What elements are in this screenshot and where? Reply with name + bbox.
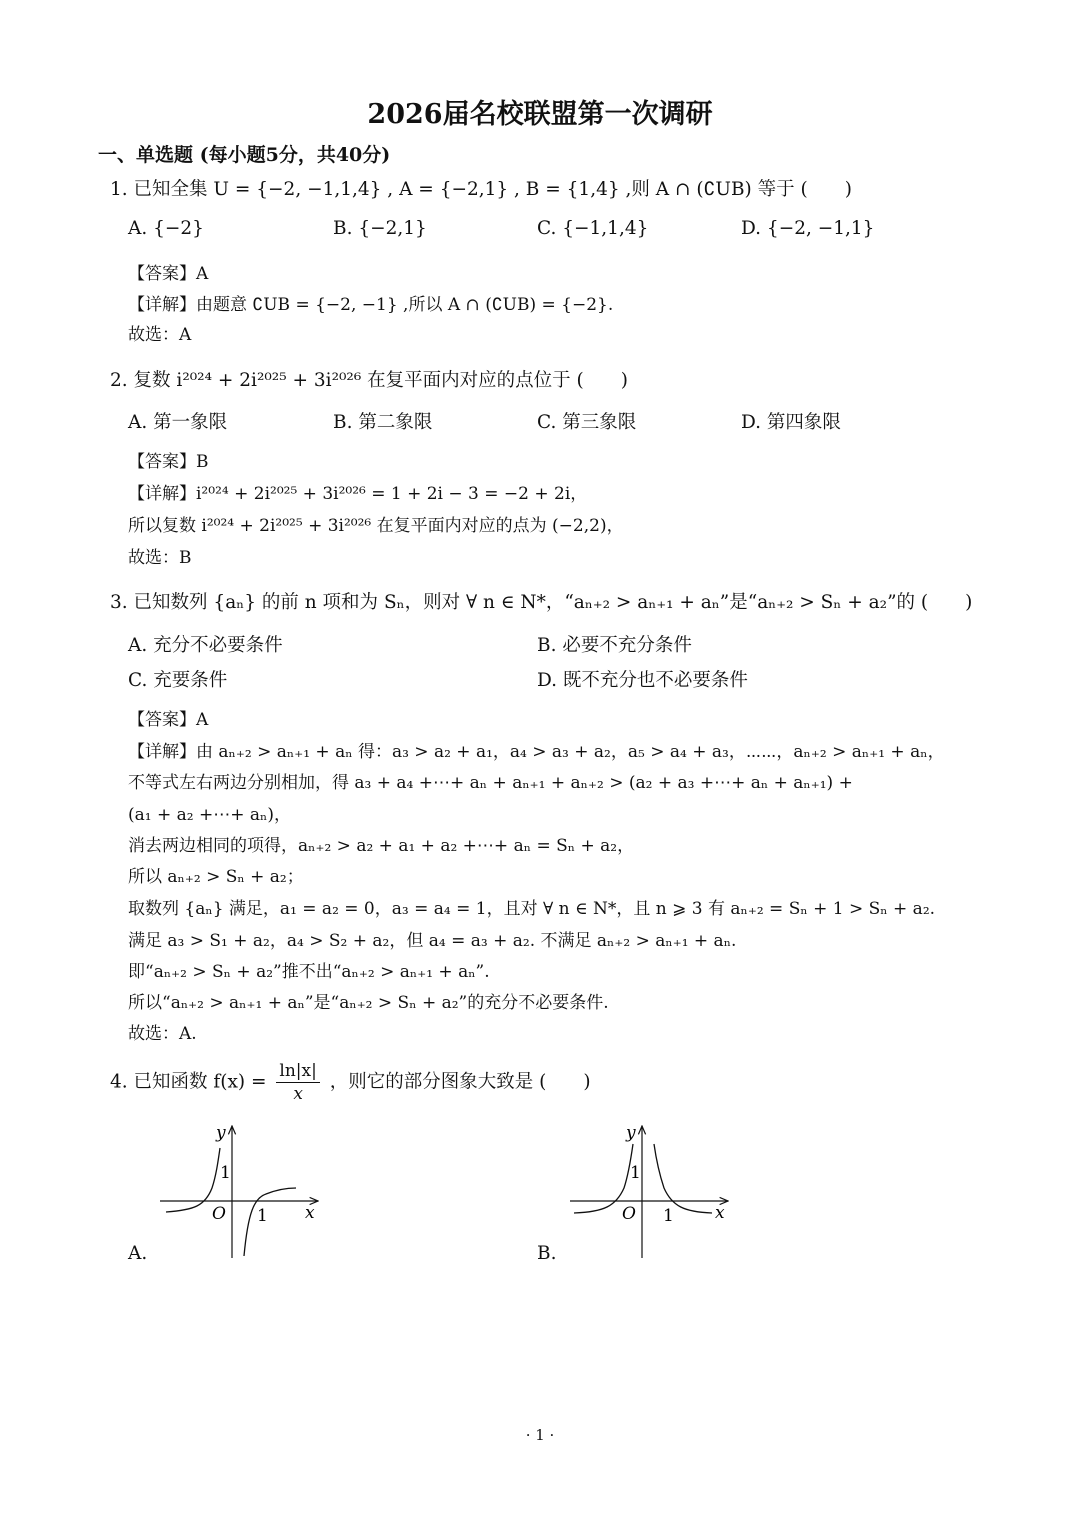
q3-answer: 【答案】A bbox=[128, 710, 209, 730]
x-tick-one: 1 bbox=[663, 1206, 674, 1226]
q3-detail-line: 【详解】由 aₙ₊₂ > aₙ₊₁ + aₙ 得：a₃ > a₂ + a₁，a₄ > a₃ + a₂，a₅ > a₄ + a₃，⋯⋯，aₙ₊₂ > aₙ₊₁ + aₙ， bbox=[128, 742, 945, 762]
q4-fraction-numerator: ln|x| bbox=[276, 1060, 319, 1083]
page-title: 2026届名校联盟第一次调研 bbox=[367, 99, 713, 130]
q3-option-c: C. 充要条件 bbox=[128, 670, 228, 691]
q4-option-a: A. bbox=[128, 1243, 148, 1264]
q1-detail: 【详解】由题意 ∁UB = {−2, −1} ,所以 A ∩ (∁UB) = {−2}. bbox=[128, 295, 614, 315]
q4-stem bbox=[110, 1060, 591, 1105]
x-tick-one: 1 bbox=[257, 1206, 268, 1226]
q2-option-d: D. 第四象限 bbox=[741, 412, 841, 433]
q1-option-d: D. {−2, −1,1} bbox=[741, 218, 875, 239]
q2-option-a: A. 第一象限 bbox=[128, 412, 228, 433]
q1-option-c: C. {−1,1,4} bbox=[537, 218, 649, 239]
q2-detail-line2: 所以复数 i²⁰²⁴ + 2i²⁰²⁵ + 3i²⁰²⁶ 在复平面内对应的点为 (−2,2)， bbox=[128, 516, 624, 536]
q4-fraction bbox=[276, 1060, 319, 1105]
q3-number: 3. bbox=[110, 592, 128, 613]
x-label: x bbox=[305, 1203, 315, 1223]
q3-option-d: D. 既不充分也不必要条件 bbox=[537, 670, 748, 691]
q2-stem bbox=[110, 366, 628, 392]
q1-text: 已知全集 U = {−2, −1,1,4} , A = {−2,1} , B = {1,4} ,则 A ∩ (∁UB) 等于 ( ) bbox=[133, 179, 852, 200]
q4-fraction-denominator: x bbox=[293, 1084, 303, 1104]
q3-stem bbox=[110, 588, 972, 614]
q1-choose: 故选：A bbox=[128, 325, 192, 345]
q3-choose: 故选：A. bbox=[128, 1024, 197, 1044]
q3-detail-line: 即“aₙ₊₂ > Sₙ + a₂”推不出“aₙ₊₂ > aₙ₊₁ + aₙ”. bbox=[128, 962, 490, 982]
q4-number: 4. bbox=[110, 1071, 128, 1093]
x-label: x bbox=[715, 1203, 725, 1223]
y-label: y bbox=[216, 1123, 226, 1143]
q1-number: 1. bbox=[110, 179, 128, 200]
q1-answer: 【答案】A bbox=[128, 264, 209, 284]
q4-graph-b bbox=[560, 1118, 740, 1266]
q2-option-c: C. 第三象限 bbox=[537, 412, 637, 433]
q3-option-a: A. 充分不必要条件 bbox=[128, 635, 283, 656]
q2-choose: 故选：B bbox=[128, 548, 192, 568]
page-number: · 1 · bbox=[525, 1426, 555, 1444]
q3-detail-line: 满足 a₃ > S₁ + a₂，a₄ > S₂ + a₂，但 a₄ = a₃ + a₂. 不满足 aₙ₊₂ > aₙ₊₁ + aₙ. bbox=[128, 931, 737, 951]
q3-detail-line: (a₁ + a₂ +⋯+ aₙ)， bbox=[128, 805, 292, 825]
y-label: y bbox=[626, 1123, 636, 1143]
q4-text-post: ，则它的部分图象大致是 ( ) bbox=[329, 1071, 591, 1093]
q4-graph-a bbox=[150, 1118, 330, 1266]
q3-detail-line: 消去两边相同的项得，aₙ₊₂ > a₂ + a₁ + a₂ +⋯+ aₙ = Sₙ + a₂， bbox=[128, 836, 635, 856]
origin-label: O bbox=[622, 1204, 636, 1224]
origin-label: O bbox=[212, 1204, 226, 1224]
section-heading: 一、单选题 (每小题5分，共40分) bbox=[98, 144, 391, 166]
y-tick-one: 1 bbox=[630, 1163, 641, 1183]
q3-detail-line: 取数列 {aₙ} 满足，a₁ = a₂ = 0，a₃ = a₄ = 1，且对 ∀ n ∈ N*，且 n ⩾ 3 有 aₙ₊₂ = Sₙ + 1 > Sₙ + a₂. bbox=[128, 899, 936, 919]
q3-text: 已知数列 {aₙ} 的前 n 项和为 Sₙ，则对 ∀ n ∈ N*，“aₙ₊₂ > aₙ₊₁ + aₙ”是“aₙ₊₂ > Sₙ + a₂”的 ( ) bbox=[133, 592, 973, 613]
curve-left bbox=[166, 1148, 220, 1212]
q2-detail-line1: 【详解】i²⁰²⁴ + 2i²⁰²⁵ + 3i²⁰²⁶ = 1 + 2i − 3 = −2 + 2i， bbox=[128, 484, 588, 504]
curve-right bbox=[244, 1188, 296, 1256]
q3-detail-line: 所以 aₙ₊₂ > Sₙ + a₂； bbox=[128, 867, 304, 887]
q2-answer: 【答案】B bbox=[128, 452, 209, 472]
y-tick-one: 1 bbox=[220, 1163, 231, 1183]
q3-detail-line: 不等式左右两边分别相加，得 a₃ + a₄ +⋯+ aₙ + aₙ₊₁ + aₙ₊₂ > (a₂ + a₃ +⋯+ aₙ + aₙ₊₁) + bbox=[128, 773, 853, 793]
q2-number: 2. bbox=[110, 370, 128, 391]
q1-option-a: A. {−2} bbox=[128, 218, 204, 239]
q2-option-b: B. 第二象限 bbox=[333, 412, 433, 433]
q1-option-b: B. {−2,1} bbox=[333, 218, 427, 239]
curve-left bbox=[574, 1144, 633, 1213]
q2-text: 复数 i²⁰²⁴ + 2i²⁰²⁵ + 3i²⁰²⁶ 在复平面内对应的点位于 ( ) bbox=[133, 370, 628, 391]
q3-option-b: B. 必要不充分条件 bbox=[537, 635, 692, 656]
curve-right bbox=[654, 1144, 712, 1213]
q3-detail-line: 所以“aₙ₊₂ > aₙ₊₁ + aₙ”是“aₙ₊₂ > Sₙ + a₂”的充分不必要条件. bbox=[128, 993, 609, 1013]
q1-stem bbox=[110, 175, 852, 201]
q4-text-pre: 已知函数 f(x) = bbox=[133, 1071, 267, 1093]
q4-option-b: B. bbox=[537, 1243, 557, 1264]
